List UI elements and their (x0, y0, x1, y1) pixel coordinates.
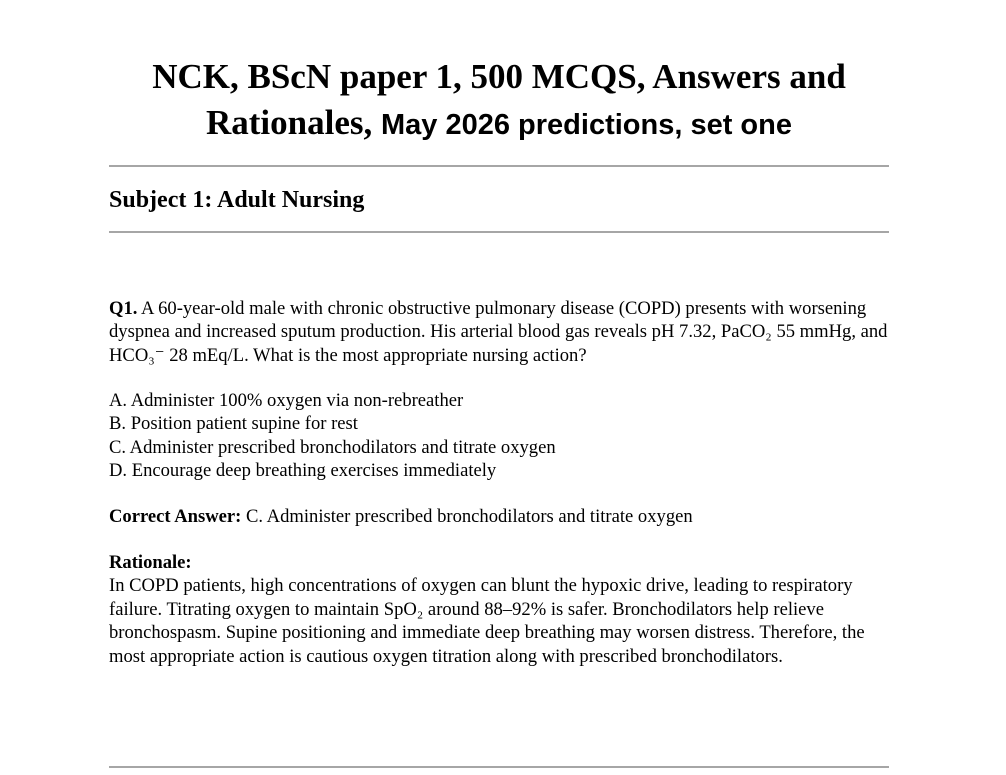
correct-answer-label: Correct Answer: (109, 506, 242, 527)
rationale-text: In COPD patients, high concentrations of oxygen can blunt the hypoxic drive, leading to respiratory failure. Titrating oxygen to maintain SpO₂ around 88–92% is safer. Bronchodilators help relieve bronchospasm. Supine positioning and immediate deep breathing may worsen distress. Therefore, the most appropriate action is cautious oxygen titration along with prescribed bronchodilators. (109, 575, 865, 667)
question-text: A 60-year-old male with chronic obstructive pulmonary disease (COPD) presents with worsening dyspnea and increased sputum production. His arterial blood gas reveals pH 7.32, PaCO₂ 55 mmHg, and HCO₃⁻ 28 mEq/L. What is the most appropriate nursing action? (109, 298, 888, 366)
correct-answer (109, 505, 894, 528)
option-b: B. Position patient supine for rest (109, 413, 358, 435)
rationale-label: Rationale: (109, 552, 192, 573)
subject-heading: Subject 1: Adult Nursing (109, 187, 365, 213)
option-d: D. Encourage deep breathing exercises immediately (109, 460, 497, 482)
rationale-section (109, 551, 894, 668)
correct-answer-text: C. Administer prescribed bronchodilators and titrate oxygen (241, 506, 693, 527)
option-c: C. Administer prescribed bronchodilators and titrate oxygen (109, 436, 556, 458)
title-line-2-part-2: May 2026 predictions, set one (381, 109, 792, 141)
question-number: Q1. (109, 298, 138, 319)
question-stem (109, 297, 894, 367)
bottom-divider (109, 766, 889, 768)
option-a: A. Administer 100% oxygen via non-rebreather (109, 390, 464, 411)
title-line-2-part-1: Rationales, (206, 103, 381, 142)
title-line-1: NCK, BScN paper 1, 500 MCQS, Answers and (152, 57, 846, 96)
top-divider (109, 165, 889, 167)
answer-options (109, 389, 894, 483)
subject-divider (109, 231, 889, 233)
document-title (109, 54, 889, 153)
